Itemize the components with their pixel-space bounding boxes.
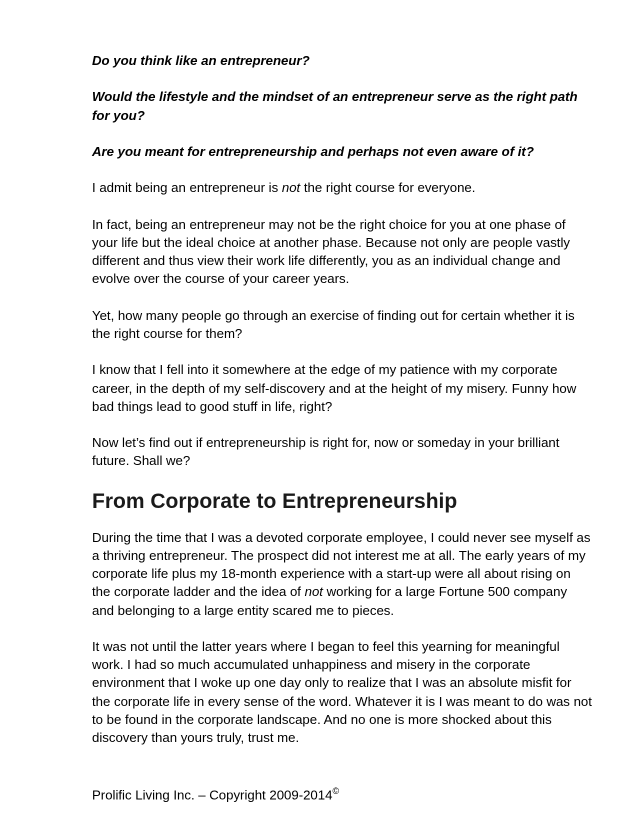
question-2: Would the lifestyle and the mindset of an entrepreneur serve as the right path for you?: [92, 89, 578, 123]
paragraph-latter-years: It was not until the latter years where I began to feel this yearning for meaningful work. I had so much accumulated unhappiness and misery in the corporate environment that I woke up one day only to realize that I was an absolute misfit for the corporate life in every sense of the word. Whatever it is I was meant to do was not to be found in the corporate landscape. And no one is more shocked about this discovery than yours truly, trust me.: [92, 638, 592, 745]
admit-pre: I admit being an entrepreneur is: [92, 180, 282, 196]
paragraph-corporate: [92, 529, 592, 620]
corp-emphasis: not: [304, 584, 323, 600]
document-body: [92, 52, 592, 765]
question-3: Are you meant for entrepreneurship and perhaps not even aware of it?: [92, 143, 534, 159]
paragraph-i-know: I know that I fell into it somewhere at the edge of my patience with my corporate career, in the depth of my self-discovery and at the height of my misery. Funny how bad things lead to good stuff in life, right?: [92, 362, 577, 414]
copyright-symbol: ©: [332, 786, 340, 796]
corp-pre: During the time that I was a devoted corporate employee, I could never see myself as a thriving entrepreneur. The prospect did not interest me at all. The early years of my corporate life plus my 18-month experience with a start-up were all about rising on the corporate ladder and the idea of: [92, 529, 591, 600]
paragraph-admit: [92, 179, 592, 197]
admit-emphasis: not: [281, 180, 301, 196]
footer-text: Prolific Living Inc. – Copyright 2009-2014: [92, 787, 333, 803]
question-1: Do you think like an entrepreneur?: [92, 53, 310, 68]
corp-post: working for a large Fortune 500 company and belonging to a large entity scared me to pieces.: [92, 584, 568, 618]
section-heading: From Corporate to Entrepreneurship: [92, 489, 458, 513]
admit-post: the right course for everyone.: [300, 180, 476, 196]
paragraph-yet: Yet, how many people go through an exercise of finding out for certain whether it is the right course for them?: [92, 307, 575, 341]
page-footer: [92, 786, 339, 802]
paragraph-in-fact: In fact, being an entrepreneur may not be the right choice for you at one phase of your life but the ideal choice at another phase. Because not only are people vastly different and thus view their work life differently, you as an individual change and evolve over the course of your career years.: [92, 216, 570, 287]
paragraph-now: Now let’s find out if entrepreneurship is right for, now or someday in your brilliant future. Shall we?: [92, 435, 560, 469]
